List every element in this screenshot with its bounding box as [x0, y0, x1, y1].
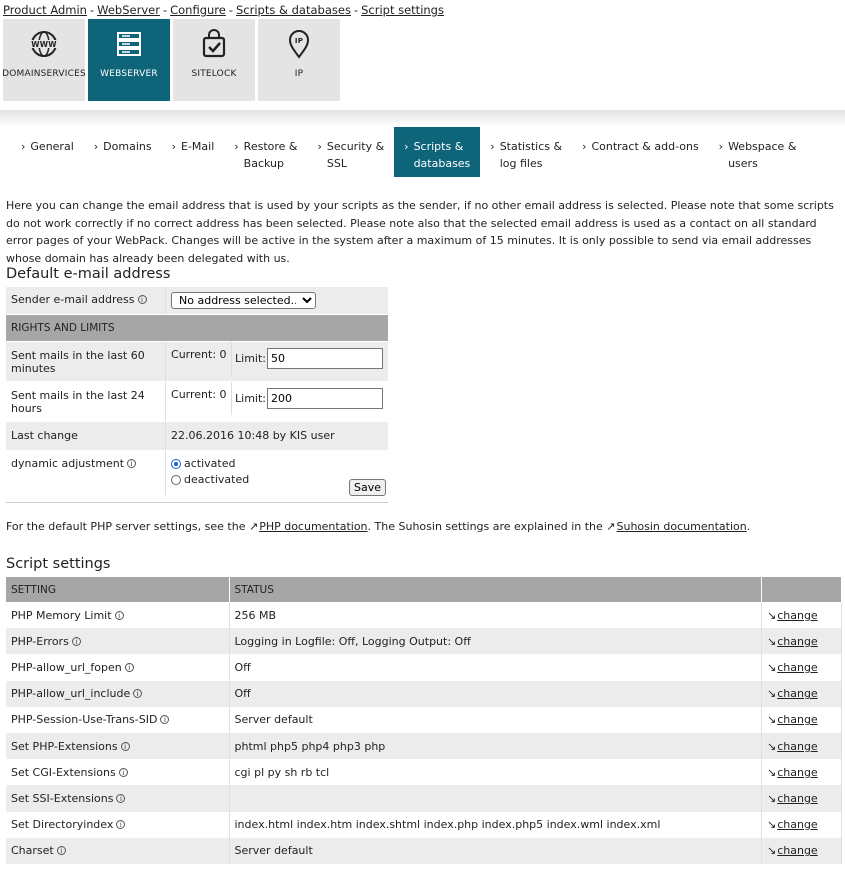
chevron-right-icon: ›: [718, 140, 724, 153]
sent24-current: Current: 0: [171, 388, 227, 401]
setting-status: Off: [229, 681, 762, 707]
intro-text: Here you can change the email address that is used by your scripts as the sender, if no other email address is selected. Please note that some scripts do not work correctly if no correct address has been selected. Please note also that the selected email address is used as a contact on all standard error pages of your WebPack. Changes will be active in the system after a maximum of 15 minutes. It is only possible to send via email addresses whose domain has already been delegated with us.: [6, 199, 834, 265]
arrow-down-right-icon: ↘: [767, 608, 777, 622]
info-icon[interactable]: i: [121, 742, 130, 751]
table-row: [6, 382, 388, 422]
col-action: [762, 577, 842, 602]
breadcrumb-webserver[interactable]: WebServer: [97, 3, 160, 17]
table-row: [6, 838, 842, 864]
change-link[interactable]: ↘change: [767, 818, 818, 832]
change-link[interactable]: ↘change: [767, 844, 818, 858]
script-settings-heading: Script settings: [6, 556, 111, 572]
chevron-right-icon: ›: [317, 140, 322, 153]
tab-email[interactable]: › E-Mail: [162, 127, 225, 175]
arrow-down-right-icon: ↘: [767, 634, 777, 648]
last-change-label: Last change: [6, 422, 166, 451]
setting-name: PHP-allow_url_fopen: [11, 660, 122, 674]
rights-header: RIGHTS AND LIMITS: [6, 315, 388, 342]
change-link[interactable]: ↘change: [767, 660, 818, 674]
svg-text:WWW: WWW: [31, 40, 57, 49]
table-row: [6, 287, 388, 315]
change-link[interactable]: ↘change: [767, 739, 818, 753]
setting-status: index.html index.htm index.shtml index.php index.php5 index.wml index.xml: [229, 812, 762, 838]
arrow-down-right-icon: ↘: [767, 739, 777, 753]
breadcrumb-product-admin[interactable]: Product Admin: [3, 3, 87, 17]
info-icon[interactable]: i: [57, 846, 66, 855]
col-status: STATUS: [229, 577, 762, 602]
sender-email-select[interactable]: [171, 292, 316, 309]
tab-scripts-databases[interactable]: › Scripts & databases: [394, 127, 480, 177]
table-row: [6, 628, 842, 654]
info-icon[interactable]: i: [72, 637, 81, 646]
info-icon[interactable]: i: [138, 295, 147, 304]
tile-label: WEBSERVER: [100, 69, 158, 79]
default-email-table: [6, 287, 388, 496]
setting-name: PHP-Errors: [11, 634, 69, 648]
table-row: [6, 707, 842, 733]
setting-name: Set Directoryindex: [11, 818, 114, 832]
chevron-right-icon: ›: [21, 140, 26, 153]
breadcrumb-configure[interactable]: Configure: [170, 3, 226, 17]
header-shadow: [0, 110, 845, 126]
www-globe-icon: [29, 29, 59, 59]
table-row: [6, 602, 842, 628]
tab-security-ssl[interactable]: › Security & SSL: [317, 140, 385, 170]
chevron-right-icon: ›: [93, 140, 99, 153]
tile-label: DOMAINSERVICES: [2, 69, 86, 79]
setting-status: 256 MB: [229, 602, 762, 628]
setting-status: Server default: [229, 838, 762, 864]
sent60-limit-input[interactable]: [267, 348, 383, 369]
rights-header-row: [6, 315, 388, 342]
arrow-down-right-icon: ↘: [767, 765, 777, 779]
arrow-down-right-icon: ↘: [767, 791, 777, 805]
script-settings-table: [6, 577, 842, 864]
chevron-right-icon: ›: [404, 140, 409, 153]
setting-name: PHP-Session-Use-Trans-SID: [11, 713, 158, 727]
save-button[interactable]: Save: [349, 479, 386, 496]
info-icon[interactable]: i: [119, 768, 128, 777]
info-icon[interactable]: i: [160, 715, 169, 724]
suhosin-documentation-link[interactable]: Suhosin documentation: [616, 520, 747, 533]
info-icon[interactable]: i: [133, 689, 142, 698]
arrow-down-right-icon: ↘: [767, 844, 777, 858]
breadcrumb-scripts-databases[interactable]: Scripts & databases: [236, 3, 351, 17]
tile-label: SITELOCK: [191, 69, 237, 79]
external-link-icon: ↗: [248, 520, 259, 533]
table-row: [6, 422, 388, 451]
setting-name: Charset: [11, 844, 54, 858]
product-tiles: [3, 19, 340, 101]
setting-name: Set PHP-Extensions: [11, 739, 118, 753]
tab-webspace-users[interactable]: › Webspace & users: [718, 140, 797, 170]
tab-domains[interactable]: › Domains: [84, 127, 162, 175]
table-row: [6, 759, 842, 785]
setting-status: phtml php5 php4 php3 php: [229, 733, 762, 759]
info-icon[interactable]: i: [115, 611, 124, 620]
ip-location-pin-icon: [284, 29, 314, 59]
tile-webserver[interactable]: [88, 19, 170, 101]
setting-status: Server default: [229, 707, 762, 733]
sender-label: Sender e-mail address: [11, 293, 135, 306]
svg-text:IP: IP: [294, 37, 304, 45]
change-link[interactable]: ↘change: [767, 765, 818, 779]
radio-deactivated[interactable]: deactivated: [171, 473, 383, 486]
arrow-down-right-icon: ↘: [767, 713, 777, 727]
php-documentation-link[interactable]: PHP documentation: [259, 520, 368, 533]
sent60-current: Current: 0: [171, 348, 227, 361]
arrow-down-right-icon: ↘: [767, 687, 777, 701]
change-link[interactable]: ↘change: [767, 634, 818, 648]
info-icon[interactable]: i: [125, 663, 134, 672]
tile-ip[interactable]: [258, 19, 340, 101]
info-icon[interactable]: i: [116, 794, 125, 803]
table-row: [6, 342, 388, 382]
tile-label: IP: [294, 69, 304, 79]
setting-status: cgi pl py sh rb tcl: [229, 759, 762, 785]
breadcrumb-separator: -: [162, 3, 168, 17]
change-link[interactable]: ↘change: [767, 608, 818, 622]
table-row: [6, 812, 842, 838]
radio-activated[interactable]: activated: [171, 457, 383, 470]
arrow-down-right-icon: ↘: [767, 818, 777, 832]
chevron-right-icon: ›: [171, 140, 176, 153]
tab-contract-addons[interactable]: › Contract & add-ons: [572, 127, 709, 175]
chevron-right-icon: ›: [234, 140, 239, 153]
setting-status: [229, 785, 762, 811]
sent60-limit-label: Limit:: [235, 352, 266, 365]
breadcrumb-separator: -: [89, 3, 95, 17]
setting-name: Set SSI-Extensions: [11, 791, 114, 805]
setting-name: PHP-allow_url_include: [11, 687, 131, 701]
dynamic-adjustment-label: dynamic adjustment: [11, 457, 125, 470]
info-icon[interactable]: i: [127, 459, 136, 468]
table-row: [6, 733, 842, 759]
setting-name: Set CGI-Extensions: [11, 765, 116, 779]
breadcrumb: [3, 3, 444, 17]
table-row: [6, 681, 842, 707]
table-row: [6, 785, 842, 811]
breadcrumb-separator: -: [353, 3, 359, 17]
setting-name: PHP Memory Limit: [11, 608, 112, 622]
sent60-label: Sent mails in the last 60 minutes: [6, 342, 166, 382]
sent24-limit-input[interactable]: [267, 388, 383, 409]
last-change-value: 22.06.2016 10:48 by KIS user: [166, 422, 388, 451]
setting-status: Off: [229, 654, 762, 680]
php-note: For the default PHP server settings, see the ↗PHP documentation. The Suhosin settings are explained in the ↗Suhosin documentation.: [6, 520, 751, 533]
server-icon: [114, 29, 144, 59]
tab-restore-backup[interactable]: › Restore & Backup: [234, 140, 298, 170]
arrow-down-right-icon: ↘: [767, 660, 777, 674]
radio-selected-icon: [171, 459, 181, 469]
tab-statistics-logfiles[interactable]: › Statistics & log files: [490, 140, 563, 170]
setting-status: Logging in Logfile: Off, Logging Output: Off: [229, 628, 762, 654]
sent24-limit-label: Limit:: [235, 392, 266, 405]
external-link-icon: ↗: [606, 520, 616, 533]
chevron-right-icon: ›: [490, 140, 495, 153]
default-email-heading: Default e-mail address: [6, 266, 171, 282]
change-link[interactable]: ↘change: [767, 687, 818, 701]
save-bar: [6, 476, 388, 503]
info-icon[interactable]: i: [116, 820, 125, 829]
subnav-tabs: [11, 127, 806, 177]
change-link[interactable]: ↘change: [767, 791, 818, 805]
breadcrumb-separator: -: [228, 3, 233, 17]
change-link[interactable]: ↘change: [767, 713, 818, 727]
breadcrumb-script-settings[interactable]: Script settings: [361, 3, 444, 17]
tile-domainservices[interactable]: [3, 19, 85, 101]
sent24-label: Sent mails in the last 24 hours: [6, 382, 166, 422]
tile-sitelock[interactable]: [173, 19, 255, 101]
chevron-right-icon: ›: [582, 140, 587, 153]
col-setting: SETTING: [6, 577, 229, 602]
shopping-bag-check-icon: [199, 29, 229, 59]
table-header-row: [6, 577, 842, 602]
table-row: [6, 654, 842, 680]
tab-general[interactable]: › General: [11, 127, 84, 175]
